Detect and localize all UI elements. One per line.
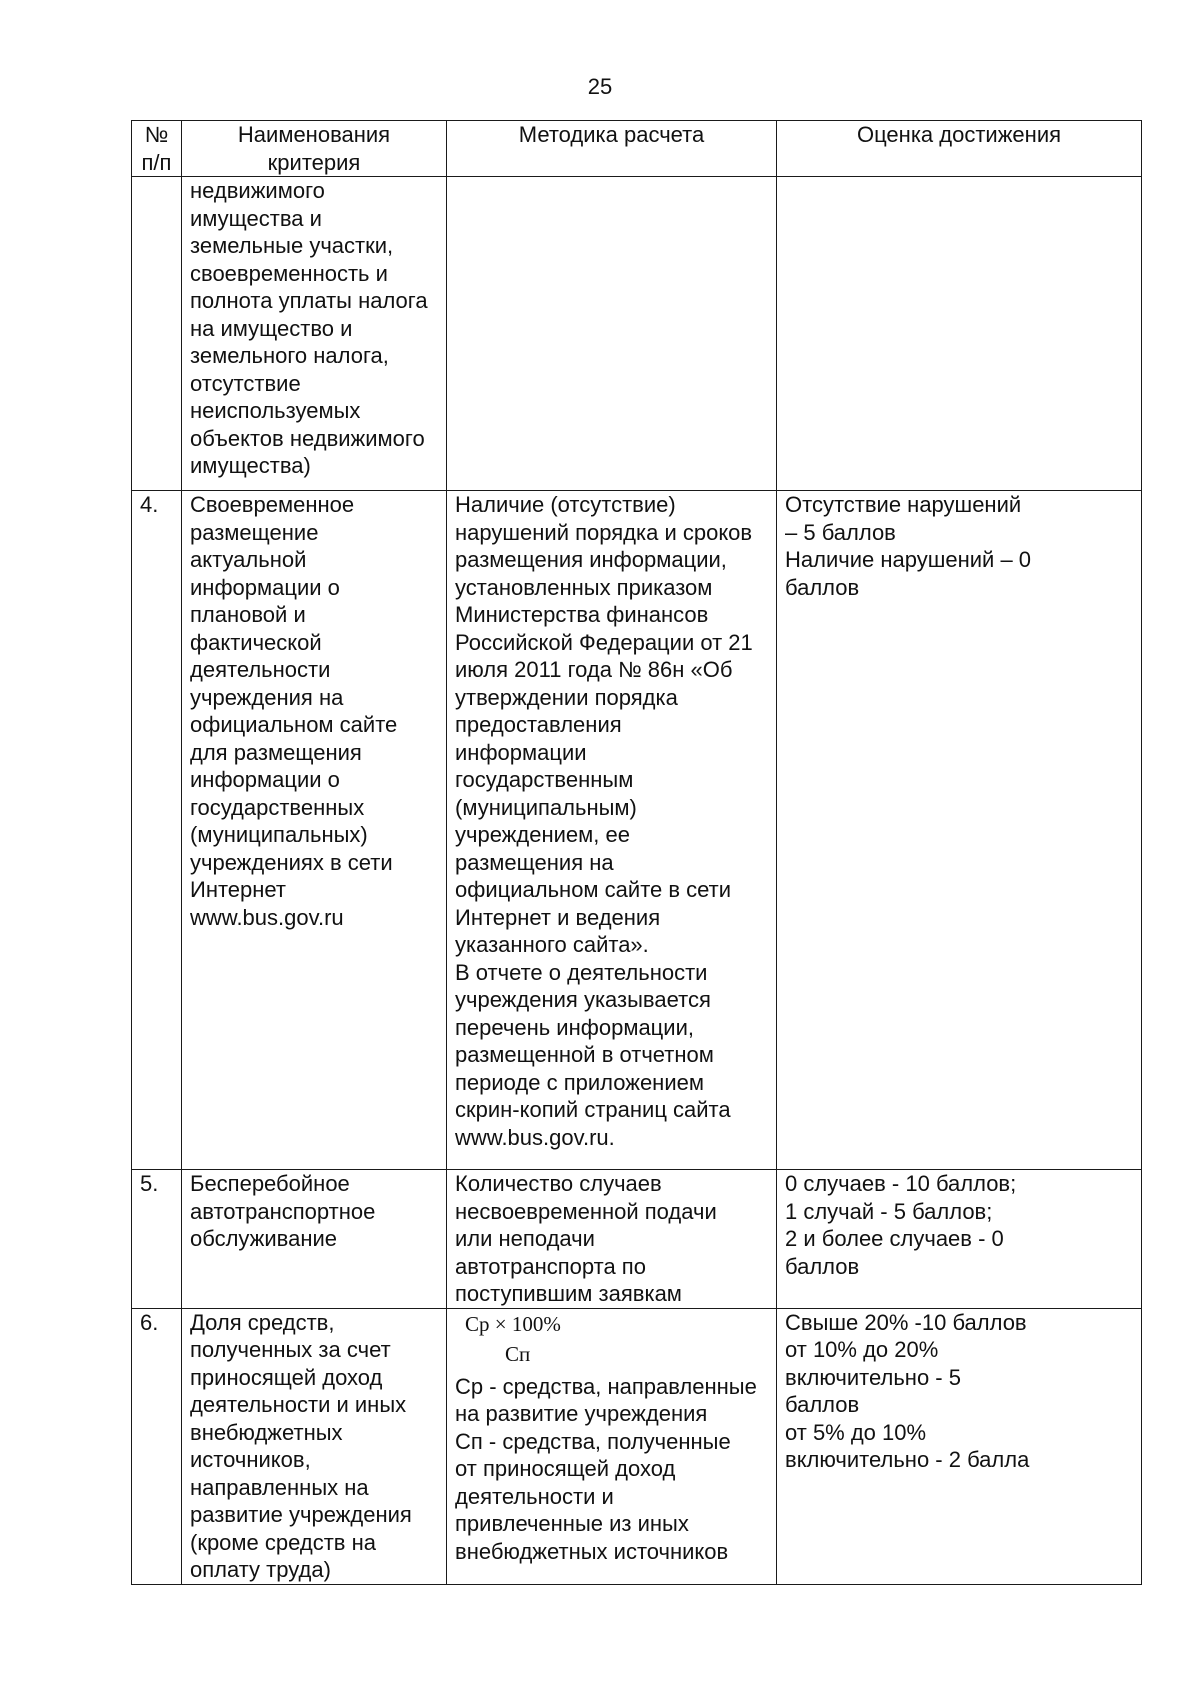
calculation-method: Наличие (отсутствие) нарушений порядка и сроков размещения информации, установленных приказом Министерства финансов Российской Федерации от 21 июля 2011 года № 86н «Об утверждении порядка предоставления информации государственным (муниципальным) учреждением, ее размещения на официальном сайте в сети Интернет и ведения указанного сайта». В отчете о деятельности учреждения указывается перечень информации, размещенной в отчетном периоде с приложением скрин-копий страниц сайта www.bus.gov.ru. [447, 491, 777, 1170]
criterion-name: Своевременное размещение актуальной информации о плановой и фактической деятельности учреждения на официальном сайте для размещения информации о государственных (муниципальных) учреждениях в сети Интернет www.bus.gov.ru [182, 491, 447, 1170]
header-number: № п/п [132, 121, 182, 177]
table-header-row [132, 121, 1142, 177]
score-line: 2 и более случаев - 0 баллов [785, 1226, 1004, 1279]
calculation-method [447, 1308, 777, 1584]
calculation-method [447, 177, 777, 491]
score-line: Наличие нарушений – 0 баллов [785, 547, 1032, 600]
achievement-score [777, 1170, 1142, 1309]
achievement-score [777, 177, 1142, 491]
criteria-table [131, 120, 1142, 1585]
criterion-name: недвижимого имущества и земельные участки, своевременность и полнота уплаты налога на имущество и земельного налога, отсутствие неиспользуемых объектов недвижимого имущества) [182, 177, 447, 491]
formula-numerator: Ср × 100% [465, 1311, 561, 1336]
page-number: 25 [587, 74, 613, 99]
formula [465, 1309, 768, 1369]
row-number: 4. [132, 491, 182, 1170]
score-line: 1 случай - 5 баллов; [785, 1198, 993, 1224]
formula-denominator: Сп [505, 1341, 531, 1366]
criterion-name: Доля средств, полученных за счет приносящей доход деятельности и иных внебюджетных источников, направленных на развитие учреждения (кроме средств на оплату труда) [182, 1308, 447, 1584]
header-calculation-method: Методика расчета [447, 121, 777, 177]
table-row [132, 177, 1142, 491]
calculation-method: Количество случаев несвоевременной подачи или неподачи автотранспорта по поступившим заявкам [447, 1170, 777, 1309]
achievement-score: Свыше 20% -10 баллов от 10% до 20% включительно - 5 баллов от 5% до 10% включительно - 2 балла [777, 1308, 1142, 1584]
row-number [132, 177, 182, 491]
criterion-name: Бесперебойное автотранспортное обслуживание [182, 1170, 447, 1309]
score-line: 0 случаев - 10 баллов; [785, 1171, 1017, 1196]
header-criterion-name: Наименования критерия [182, 121, 447, 177]
header-achievement-score: Оценка достижения [777, 121, 1142, 177]
score-line: Отсутствие нарушений – 5 баллов [785, 492, 1022, 545]
table-row [132, 1308, 1142, 1584]
calculation-method-text: Ср - средства, направленные на развитие учреждения Сп - средства, полученные от приносящей доход деятельности и привлеченные из иных внебюджетных источников [455, 1373, 757, 1564]
row-number: 6. [132, 1308, 182, 1584]
table-row [132, 491, 1142, 1170]
achievement-score [777, 491, 1142, 1170]
row-number: 5. [132, 1170, 182, 1309]
table-row [132, 1170, 1142, 1309]
